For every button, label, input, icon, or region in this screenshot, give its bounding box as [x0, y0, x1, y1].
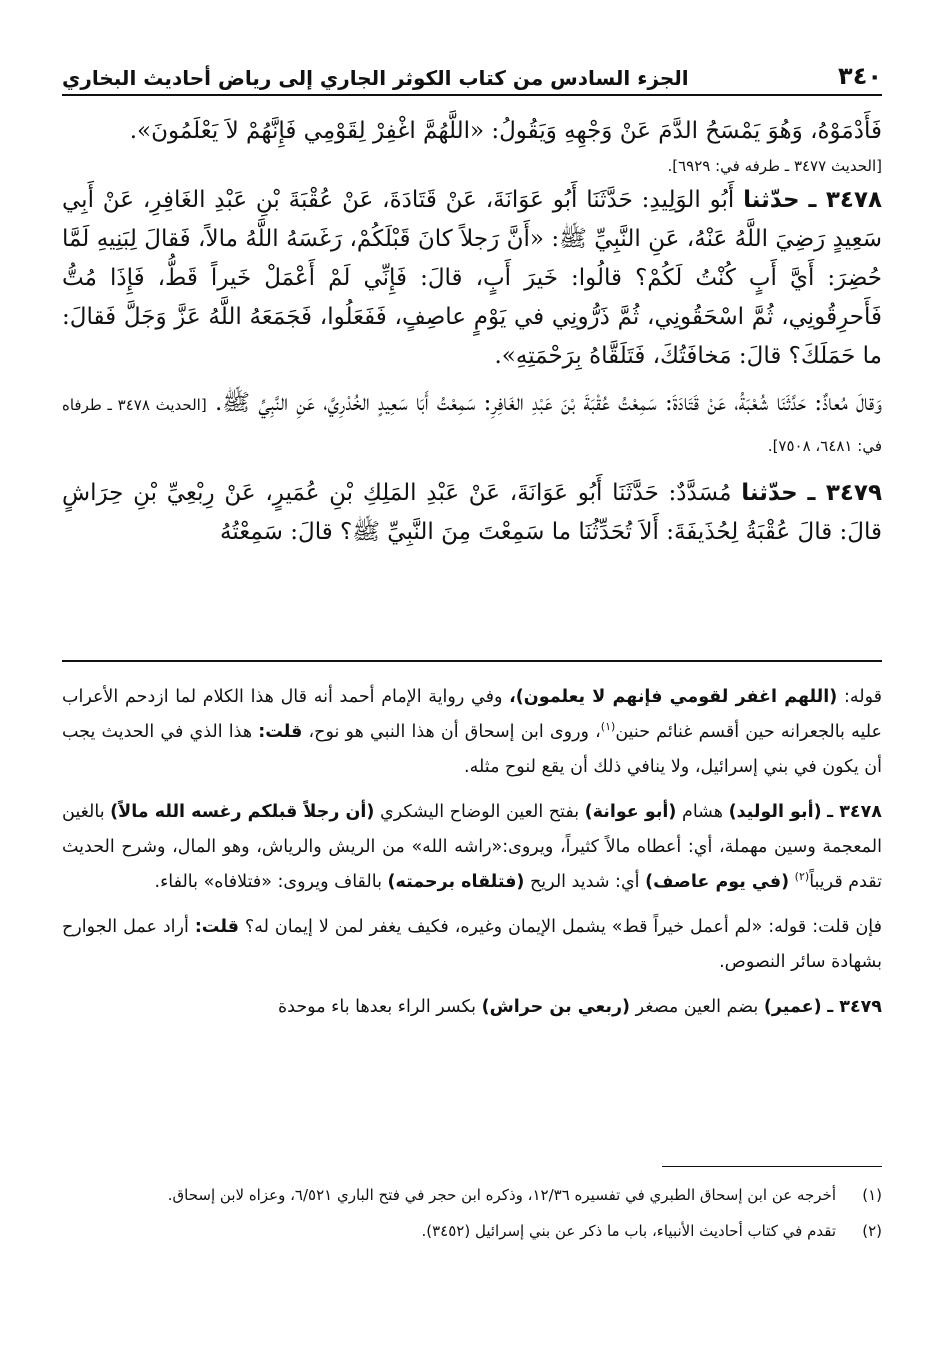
- hadith-3478: [62, 181, 882, 376]
- commentary-text: بالغين المعجمة وسين مهملة، أي: أعطاه مالاً كثيراً، ويروى:«راشه الله» من الريش والرياش، وهو المال، وشرح الحديث تقدم قريباً: [62, 802, 882, 892]
- footnote-divider: [662, 1166, 882, 1167]
- hadith-number: ٣٤٧٩ ـ: [827, 997, 882, 1017]
- hadith-opener: حدّثنا: [741, 480, 798, 506]
- hadith-3478-text: أَبُو الوَلِيدِ: حَدَّثَنَا أَبُو عَوَانَةَ، عَنْ قَتَادَةَ، عَنْ عُقْبَةَ بْنِ عَبْدِ الغَافِرِ، عَنْ أَبِي سَعِيدٍ رَضِيَ اللَّهُ عَنْهُ، عَنِ النَّبِيِّ ﷺ: «أَنَّ رَجلاً كانَ قَبْلَكُمْ، رَغَسَهُ اللَّهُ مالاً، فَقالَ لِبَنِيهِ لَمَّا حُضِرَ: أَيَّ أَبٍ كُنْتُ لَكُمْ؟ قالُوا: خَيرَ أَبٍ، قالَ: فَإِنِّي لَمْ أَعْمَلْ خَيراً قَطُّ، فَإِذَا مُتُّ فَأَحرِقُونِي، ثُمَّ اسْحَقُونِي، ثُمَّ ذَرُّونِي في يَوْمٍ عاصِفٍ، فَفَعَلُوا، فَجَمَعَهُ اللَّهُ عَزَّ وَجَلَّ فَقالَ: ما حَمَلَكَ؟ قالَ: مَخافَتُكَ، فَتَلَقَّاهُ بِرَحْمَتِهِ».: [62, 187, 882, 369]
- footnote-text: تقدم في كتاب أحاديث الأنبياء، باب ما ذكر عن بني إسرائيل (٣٤٥٢).: [421, 1222, 836, 1240]
- hadith-number: ٣٤٧٨ ـ: [808, 187, 883, 213]
- qult-label: قلت:: [194, 917, 239, 937]
- quoted-phrase: (فتلقاه برحمته): [387, 872, 525, 892]
- text-commentary-divider: [62, 660, 882, 662]
- commentary: [62, 680, 882, 1025]
- quoted-phrase: (اللهم اغفر لقومي فإنهم لا يعلمون)،: [509, 687, 838, 707]
- quoted-phrase: (أن رجلاً قبلكم رغسه الله مالاً): [110, 802, 375, 822]
- running-header: [62, 56, 882, 96]
- quoted-phrase: (أبو عوانة): [584, 802, 677, 822]
- commentary-text: ، وروى ابن إسحاق أن هذا النبي هو نوح،: [308, 722, 601, 742]
- footnote: [62, 1180, 882, 1210]
- footnote-number: (١): [862, 1186, 882, 1204]
- qult-label: قلت:: [258, 722, 303, 742]
- commentary-text: فإن قلت: قوله: «لم أعمل خيراً قط» يشمل الإيمان وغيره، فكيف يغفر لمن لا إيمان له؟: [244, 917, 882, 937]
- commentary-text: بضم العين مصغر: [635, 997, 759, 1017]
- commentary-text: هشام: [681, 802, 723, 822]
- commentary-text: أراد عمل الجوارح بشهادة سائر النصوص.: [62, 917, 882, 972]
- book-title: الجزء السادس من كتاب الكوثر الجاري إلى رياض أحاديث البخاري: [62, 66, 689, 90]
- muadh-narration-text: وَقالَ مُعاذٌ: حَدَّثَنَا شُعْبَةُ، عَنْ قَتَادَةَ: سَمِعْتُ عُقْبَةَ بْنَ عَبْدِ الغَافِرِ: سَمِعْتُ أَبَا سَعِيدٍ الخُدْرِيَّ، عَنِ النَّبِيِّ ﷺ.: [214, 390, 883, 416]
- commentary-paragraph: [62, 795, 882, 900]
- hadith-3479: [62, 474, 882, 552]
- quoted-phrase: (أبو الوليد): [728, 802, 822, 822]
- footnote-number: (٢): [862, 1222, 882, 1240]
- footnotes: [62, 1180, 882, 1252]
- commentary-text: بفتح العين الوضاح اليشكري: [380, 802, 580, 822]
- footnote-marker: (٢): [794, 870, 810, 884]
- footnote: [62, 1216, 882, 1246]
- commentary-text: بالقاف ويروى: «فتلافاه» بالفاء.: [154, 872, 382, 892]
- page-number: ٣٤٠: [838, 62, 882, 90]
- commentary-lead: قوله:: [843, 687, 882, 707]
- hadith-text: [62, 112, 882, 552]
- commentary-text: وفي رواية الإمام أحمد أنه قال هذا الكلام لما ازدحم الأعراب عليه بالجعرانه حين أقسم غنائم حنين: [62, 687, 882, 742]
- commentary-paragraph: [62, 680, 882, 785]
- hadith-3477-cross-reference: [الحديث ٣٤٧٧ ـ طرفه في: ٦٩٢٩].: [667, 157, 882, 175]
- quoted-phrase: (عمير): [763, 997, 822, 1017]
- hadith-number: ٣٤٧٩ ـ: [807, 480, 882, 506]
- muadh-narration: [62, 384, 882, 466]
- quoted-phrase: (ربعي بن حراش): [481, 997, 631, 1017]
- commentary-paragraph: [62, 910, 882, 980]
- commentary-text: أي: شديد الريح: [530, 872, 640, 892]
- hadith-opener: حدّثنا: [743, 187, 800, 213]
- commentary-text: بكسر الراء بعدها باء موحدة: [277, 997, 477, 1017]
- commentary-paragraph: [62, 990, 882, 1025]
- hadith-3477-ending: [62, 112, 882, 151]
- footnote-text: أخرجه عن ابن إسحاق الطبري في تفسيره ١٢/٣٦، وذكره ابن حجر في فتح الباري ٦/٥٢١، وعزاه لابن إسحاق.: [167, 1186, 836, 1204]
- quoted-phrase: (في يوم عاصف): [645, 872, 790, 892]
- footnote-marker: (١): [600, 720, 616, 734]
- hadith-3479-text: مُسَدَّدٌ: حَدَّثَنَا أَبُو عَوَانَةَ، عَنْ عَبْدِ المَلِكِ بْنِ عُمَيرٍ، عَنْ رِبْعِيِّ بْنِ حِرَاشٍ قالَ: قالَ عُقْبَةُ لِحُذَيفَةَ: أَلاَ تُحَدِّثُنَا ما سَمِعْتَ مِنَ النَّبِيِّ ﷺ؟ قالَ: سَمِعْتُهُ: [62, 480, 882, 545]
- hadith-number: ٣٤٧٨ ـ: [827, 802, 882, 822]
- commentary-text: هذا الذي في الحديث يجب أن يكون في بني إسرائيل، ولا ينافي ذلك أن يقع لنوح مثله.: [62, 722, 882, 777]
- hadith-3477-text: فَأَدْمَوْهُ، وَهُوَ يَمْسَحُ الدَّمَ عَنْ وَجْهِهِ وَيَقُولُ: «اللَّهُمَّ اغْفِرْ لِقَوْمِي فَإِنَّهُمْ لاَ يَعْلَمُونَ».: [129, 118, 882, 144]
- hadith-3478-cross-reference: [الحديث ٣٤٧٨ ـ طرفاه في: ٦٤٨١، ٧٥٠٨].: [62, 396, 882, 455]
